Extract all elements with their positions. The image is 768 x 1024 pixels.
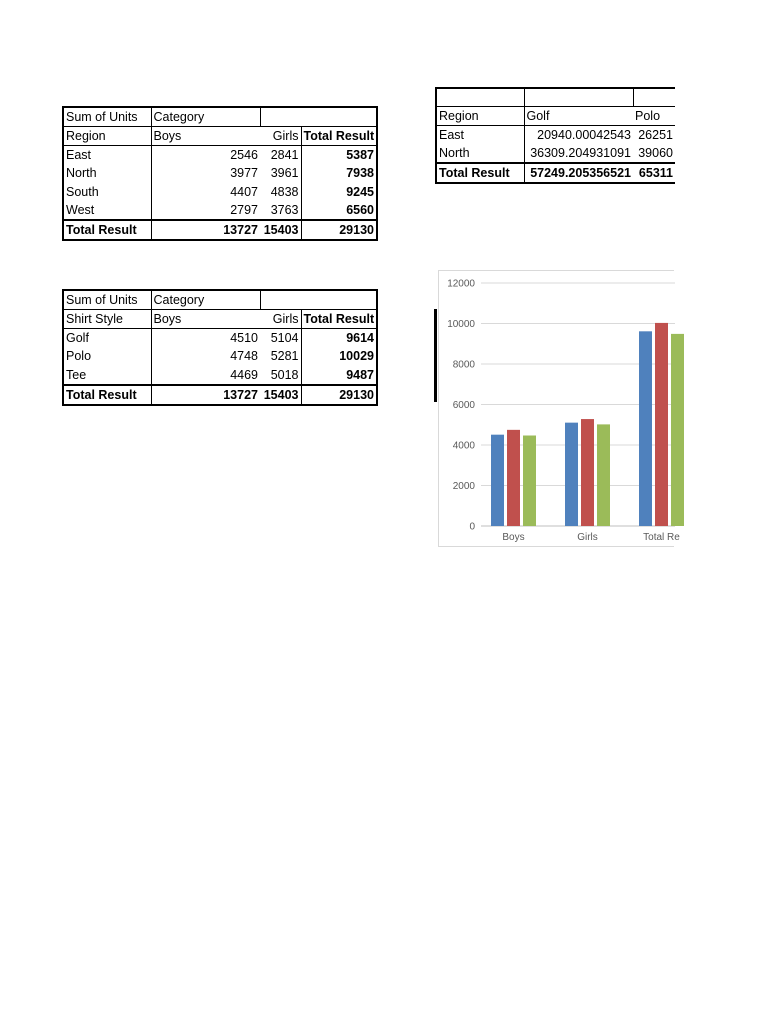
table-row bbox=[63, 347, 377, 366]
category-header[interactable]: Category bbox=[151, 107, 260, 127]
cell[interactable]: 13727 bbox=[151, 385, 260, 405]
row-label[interactable]: East bbox=[63, 146, 151, 165]
cell[interactable]: 29130 bbox=[301, 220, 377, 240]
pivot-table-region bbox=[62, 106, 378, 241]
total-row bbox=[63, 385, 377, 405]
cell[interactable]: 5018 bbox=[270, 367, 299, 382]
bar bbox=[581, 419, 594, 526]
cell[interactable]: 13727 bbox=[151, 220, 260, 240]
x-tick-label: Boys bbox=[502, 532, 525, 543]
row-label[interactable]: Polo bbox=[63, 347, 151, 366]
row-field-header[interactable]: Region bbox=[63, 127, 151, 146]
table-row bbox=[63, 183, 377, 202]
bar bbox=[523, 436, 536, 526]
table-row bbox=[63, 146, 377, 165]
pivot-title[interactable]: Sum of Units bbox=[63, 290, 151, 310]
empty-cell[interactable] bbox=[436, 88, 524, 107]
table-row bbox=[63, 201, 377, 220]
cell[interactable]: 2797 bbox=[230, 203, 258, 217]
cell[interactable]: 15403 bbox=[260, 385, 301, 405]
empty-cell[interactable] bbox=[260, 290, 377, 310]
row-label[interactable]: West bbox=[63, 201, 151, 220]
cell[interactable]: 57249.205356521 bbox=[524, 163, 633, 183]
bar bbox=[565, 423, 578, 526]
row-field-header[interactable]: Region bbox=[436, 107, 524, 126]
cell[interactable]: 36309.204931091 bbox=[530, 146, 631, 160]
table-row bbox=[436, 126, 675, 145]
table-row bbox=[63, 366, 377, 385]
cell[interactable]: 4510 bbox=[230, 331, 258, 345]
y-tick-label: 0 bbox=[469, 521, 475, 533]
pivot-table-shirt-style bbox=[62, 289, 378, 406]
bar-chart[interactable] bbox=[438, 270, 680, 547]
cell[interactable]: 9245 bbox=[301, 183, 377, 202]
bar bbox=[491, 435, 504, 526]
column-header[interactable]: Total Result bbox=[301, 127, 377, 146]
column-header[interactable]: Girls bbox=[260, 127, 301, 146]
selection-handle[interactable] bbox=[434, 309, 437, 402]
bar bbox=[671, 334, 684, 526]
cell[interactable]: 3763 bbox=[270, 203, 299, 217]
column-header[interactable]: Polo bbox=[633, 107, 675, 126]
y-tick-label: 6000 bbox=[452, 400, 475, 411]
cell[interactable]: 5104 bbox=[270, 331, 299, 345]
y-tick-label: 4000 bbox=[452, 440, 475, 452]
bar bbox=[507, 430, 520, 526]
category-header[interactable]: Category bbox=[151, 290, 260, 310]
column-header[interactable]: Boys bbox=[151, 127, 260, 146]
y-tick-label: 2000 bbox=[452, 481, 475, 492]
row-label[interactable]: North bbox=[436, 144, 524, 163]
cell[interactable]: 9487 bbox=[301, 366, 377, 385]
cell[interactable]: 2841 bbox=[270, 148, 299, 162]
cell[interactable]: 4407 bbox=[230, 184, 258, 199]
total-label[interactable]: Total Result bbox=[63, 385, 151, 405]
table-row bbox=[63, 164, 377, 183]
bar bbox=[597, 424, 610, 526]
column-header[interactable]: Boys bbox=[151, 310, 260, 329]
cell[interactable]: 4469 bbox=[230, 367, 258, 382]
cell[interactable]: 4748 bbox=[230, 349, 258, 364]
cell[interactable]: 3961 bbox=[270, 166, 299, 181]
row-label[interactable]: Golf bbox=[63, 329, 151, 348]
cell[interactable]: 65311 bbox=[633, 163, 675, 183]
table-row bbox=[436, 144, 675, 163]
total-label[interactable]: Total Result bbox=[63, 220, 151, 240]
pivot-title[interactable]: Sum of Units bbox=[63, 107, 151, 127]
row-label[interactable]: South bbox=[63, 183, 151, 202]
cell[interactable]: 2546 bbox=[230, 148, 258, 162]
empty-cell[interactable] bbox=[633, 88, 675, 107]
cell[interactable]: 6560 bbox=[301, 201, 377, 220]
cell[interactable]: 29130 bbox=[301, 385, 377, 405]
cell[interactable]: 3977 bbox=[230, 166, 258, 181]
total-row bbox=[63, 220, 377, 240]
table-row bbox=[63, 329, 377, 348]
column-header[interactable]: Total Result bbox=[301, 310, 377, 329]
y-tick-label: 8000 bbox=[452, 359, 475, 371]
cell[interactable]: 4838 bbox=[270, 184, 299, 199]
row-label[interactable]: Tee bbox=[63, 366, 151, 385]
total-row bbox=[436, 163, 675, 183]
empty-cell[interactable] bbox=[524, 88, 633, 107]
column-header[interactable]: Girls bbox=[260, 310, 301, 329]
cell[interactable]: 5387 bbox=[301, 146, 377, 165]
cell[interactable]: 5281 bbox=[270, 349, 299, 364]
empty-cell[interactable] bbox=[260, 107, 377, 127]
row-label[interactable]: East bbox=[436, 126, 524, 145]
chart-canvas bbox=[439, 271, 680, 548]
total-label[interactable]: Total Result bbox=[436, 163, 524, 183]
pivot-table-region-style bbox=[435, 87, 675, 184]
row-label[interactable]: North bbox=[63, 164, 151, 183]
column-header[interactable]: Golf bbox=[524, 107, 633, 126]
cell[interactable]: 7938 bbox=[301, 164, 377, 183]
cell[interactable]: 39060 bbox=[638, 146, 673, 160]
y-tick-label: 12000 bbox=[447, 278, 475, 290]
y-tick-label: 10000 bbox=[447, 319, 475, 330]
cell[interactable]: 9614 bbox=[301, 329, 377, 348]
cell[interactable]: 26251 bbox=[638, 128, 673, 142]
cell[interactable]: 20940.00042543 bbox=[537, 128, 631, 142]
x-tick-label: Total Re bbox=[643, 532, 680, 543]
cell[interactable]: 10029 bbox=[301, 347, 377, 366]
bar bbox=[639, 331, 652, 526]
row-field-header[interactable]: Shirt Style bbox=[63, 310, 151, 329]
bar bbox=[655, 323, 668, 526]
cell[interactable]: 15403 bbox=[260, 220, 301, 240]
x-tick-label: Girls bbox=[577, 532, 598, 543]
